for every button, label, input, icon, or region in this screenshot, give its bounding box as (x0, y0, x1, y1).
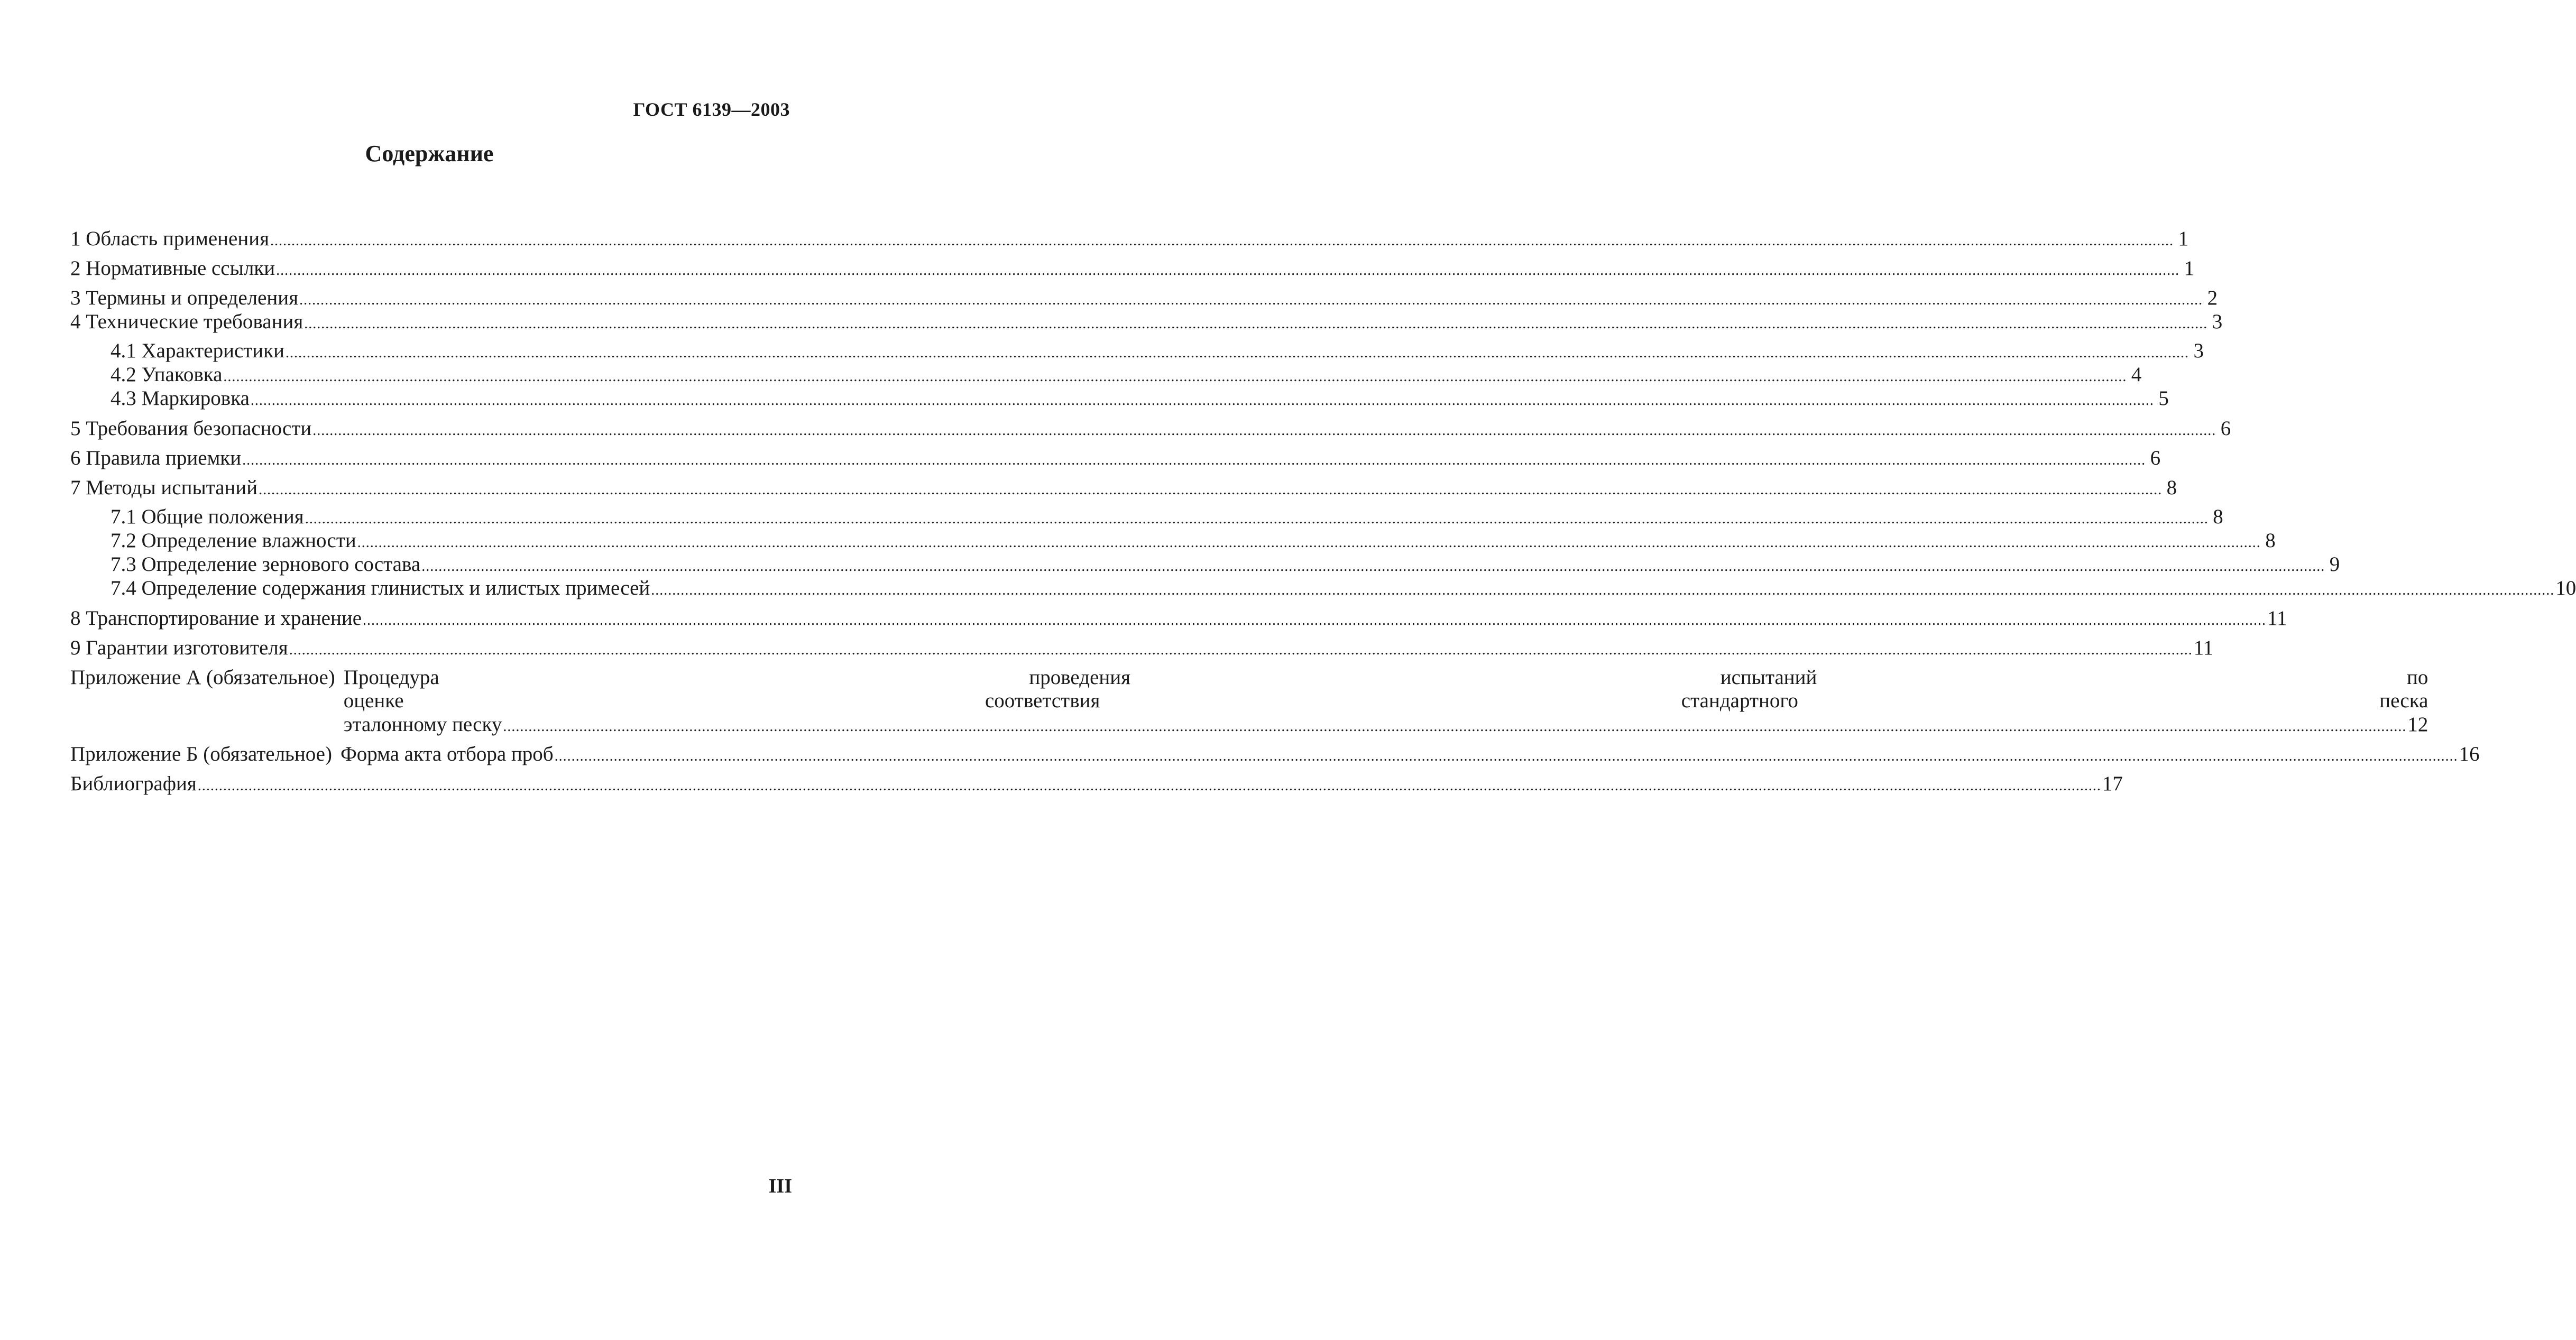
toc-entry-page: 5 (2158, 387, 2169, 410)
table-of-contents (70, 227, 2576, 796)
toc-subentry[interactable] (70, 553, 2340, 577)
toc-entry[interactable] (70, 286, 2218, 310)
toc-leader-dots (503, 713, 2406, 737)
toc-entry-page: 6 (2220, 417, 2231, 440)
toc-subentry[interactable] (70, 505, 2223, 529)
toc-leader-dots (305, 505, 2209, 529)
toc-entry-page: 8 (2265, 529, 2276, 552)
toc-entry-label: 4.2 Упаковка (111, 363, 223, 386)
toc-leader-dots (304, 310, 2207, 334)
toc-entry-label: 6 Правила приемки (70, 446, 242, 469)
document-code: ГОСТ 6139—2003 (633, 99, 790, 120)
page-number: III (768, 1175, 792, 1197)
toc-entry[interactable] (70, 636, 2214, 660)
toc-leader-dots (289, 636, 2193, 660)
toc-entry-label: 7 Методы испытаний (70, 476, 258, 499)
toc-entry-page: 16 (2459, 743, 2480, 766)
toc-entry-page: 11 (2267, 606, 2287, 630)
toc-subentry[interactable] (70, 387, 2169, 411)
toc-leader-dots (421, 553, 2325, 577)
toc-entry[interactable] (70, 606, 2287, 631)
toc-subentry[interactable] (70, 529, 2276, 553)
toc-leader-dots (651, 577, 2554, 600)
toc-entry[interactable] (70, 310, 2223, 334)
toc-entry-page: 8 (2213, 505, 2223, 529)
toc-entry-label: 1 Область применения (70, 227, 270, 250)
appendix-title-line: эталонному песку (343, 713, 502, 736)
appendix-last-line (341, 743, 2480, 766)
appendix-title-line: Форма акта отбора проб (340, 743, 554, 766)
toc-leader-dots (259, 476, 2162, 500)
toc-leader-dots (363, 607, 2266, 631)
toc-entry-page: 3 (2193, 339, 2204, 363)
toc-subentry[interactable] (70, 339, 2204, 363)
toc-leader-dots (286, 339, 2189, 363)
appendix-title-line: оценке соответствия стандартного песка (343, 689, 2428, 713)
toc-entry-page: 3 (2212, 310, 2223, 333)
toc-entry-label: 7.1 Общие положения (111, 505, 304, 529)
toc-entry-page: 1 (2184, 256, 2195, 280)
appendix-label: Приложение Б (обязательное) (70, 743, 332, 766)
toc-appendix-b[interactable] (70, 743, 2480, 766)
toc-leader-dots (198, 772, 2101, 796)
page-title: Содержание (365, 141, 494, 167)
toc-entry-label: 7.3 Определение зернового состава (111, 553, 421, 576)
appendix-title (341, 743, 2480, 766)
toc-entry-label: 4.1 Характеристики (111, 339, 284, 363)
toc-entry-page: 6 (2150, 446, 2161, 469)
toc-leader-dots (270, 227, 2174, 251)
toc-entry[interactable] (70, 446, 2161, 470)
toc-entry-label: 7.2 Определение влажности (111, 529, 356, 552)
toc-entry-page: 11 (2193, 636, 2214, 659)
toc-entry-label: 5 Требования безопасности (70, 417, 312, 440)
toc-entry[interactable] (70, 476, 2177, 500)
toc-entry-label: 4.3 Маркировка (111, 387, 250, 410)
toc-entry-page: 4 (2131, 363, 2142, 386)
toc-leader-dots (251, 387, 2154, 411)
toc-entry[interactable] (70, 256, 2195, 281)
toc-entry-page: 1 (2178, 227, 2189, 250)
toc-entry-label: 8 Транспортирование и хранение (70, 606, 362, 630)
toc-entry-label: 4 Технические требования (70, 310, 303, 333)
appendix-label: Приложение А (обязательное) (70, 666, 335, 689)
toc-entry-page: 12 (2407, 713, 2428, 736)
toc-entry-page: 8 (2166, 476, 2177, 499)
toc-leader-dots (555, 743, 2458, 766)
toc-leader-dots (299, 287, 2203, 310)
toc-leader-dots (276, 257, 2179, 281)
toc-appendix-a[interactable] (70, 666, 2428, 737)
toc-subentry[interactable] (70, 363, 2142, 387)
toc-leader-dots (242, 447, 2146, 470)
toc-entry-label: 2 Нормативные ссылки (70, 256, 275, 280)
toc-entry-label: 7.4 Определение содержания глинистых и илистых примесей (111, 576, 650, 599)
toc-entry-page: 2 (2207, 286, 2218, 309)
toc-entry[interactable] (70, 417, 2231, 441)
appendix-title (344, 666, 2428, 737)
toc-entry-label: Библиография (70, 772, 197, 795)
toc-entry-page: 9 (2329, 553, 2340, 576)
toc-entry-label: 3 Термины и определения (70, 286, 299, 309)
toc-entry-label: 9 Гарантии изготовителя (70, 636, 288, 659)
appendix-last-line (344, 713, 2428, 737)
toc-subentry[interactable] (70, 576, 2576, 600)
toc-leader-dots (357, 529, 2261, 553)
toc-entry-bibliography[interactable] (70, 772, 2123, 796)
toc-entry-page: 10 (2555, 576, 2576, 599)
toc-leader-dots (223, 363, 2127, 387)
toc-entry[interactable] (70, 227, 2189, 251)
appendix-title-line: Процедура проведения испытаний по (343, 666, 2428, 689)
toc-leader-dots (312, 417, 2216, 441)
toc-entry-page: 17 (2102, 772, 2123, 795)
